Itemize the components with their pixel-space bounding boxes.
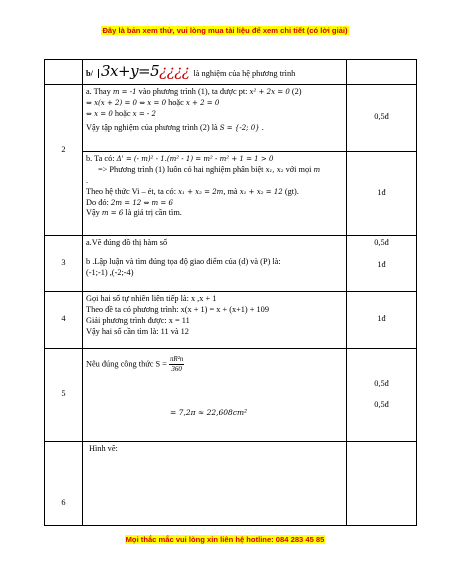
points-5: 0,5đ 0,5đ (347, 348, 417, 441)
answer-2b: b. Ta có: Δ' = (- m)² - 1.(m² - 1) = m² - m² + 1 = 1 > 0 => Phương trình (1) luôn có hai nghiệm phân biệt x₁, x₂ với mọi m . Theo hệ thức Vi – ét, ta có: x₁ + x₂ = 2m, mà x₁ + x₂ = 12 (gt). Do đó: 2m = 12 ⇔ m = 6 Vậy m = 6 là giá trị cần tìm. (83, 151, 347, 235)
points-3: 0,5đ 1đ (347, 235, 417, 291)
answer-3: a.Vẽ đúng đồ thị hàm số b .Lập luận và tìm đúng tọa độ giao điểm của (d) và (P) là: (-1;-1) ,(-2;-4) (83, 235, 347, 291)
answer-5: Nêu đúng công thức S = $\frac{\text{πR²n}}{360}$ = 7,2π ≈ 22,608cm² (83, 348, 347, 441)
system-cell (83, 60, 347, 85)
answer-6: Hình vẽ: (83, 441, 347, 525)
row-5 (45, 348, 417, 441)
top-banner-text: Đây là bản xem thử, vui lòng mua tài liệu để xem chi tiết (có lời giải) (102, 26, 348, 35)
system-equation: 3x+y=5 (101, 62, 160, 80)
part-label: b/ (86, 69, 93, 78)
answer-table (44, 59, 417, 526)
question-number: 5 (45, 348, 83, 441)
points-2b: 1đ (347, 151, 417, 235)
points-4: 1đ (347, 291, 417, 348)
answer-2a: a. Thay m = -1 vào phương trình (1), ta được pt: x² + 2x = 0 (2) ⇔ x(x + 2) = 0 ⇔ x = 0 hoặc x + 2 = 0 ⇔ x = 0 hoặc x = - 2 Vậy tập nghiệm của phương trình (2) là S = {-2; 0} . (83, 84, 347, 151)
system-text: là nghiệm của hệ phương trình (193, 69, 296, 78)
top-banner (0, 26, 450, 35)
row-3 (45, 235, 417, 291)
question-number: 3 (45, 235, 83, 291)
question-number: 4 (45, 291, 83, 348)
row-6 (45, 441, 417, 525)
bottom-banner-text: Mọi thắc mắc vui lòng xin liên hệ hotline: 084 283 45 85 (125, 535, 325, 544)
broken-glyphs: ¿¿¿¿ (159, 62, 190, 80)
question-number: 2 (45, 151, 83, 235)
row-2b (45, 151, 417, 235)
answer-4: Gọi hai số tự nhiên liên tiếp là: x ,x + 1 Theo đề ta có phương trình: x(x + 1) = x + (x+1) + 109 Giải phương trình được: x = 11 Vậy hai số cần tìm là: 11 và 12 (83, 291, 347, 348)
points-2a: 0,5đ (347, 84, 417, 151)
row-4 (45, 291, 417, 348)
bottom-banner (0, 535, 450, 544)
area-formula: $\frac{\text{πR²n}}{360}$ (169, 354, 184, 374)
row-2a (45, 84, 417, 151)
question-number: 6 (45, 441, 83, 525)
row-b-system (45, 60, 417, 85)
